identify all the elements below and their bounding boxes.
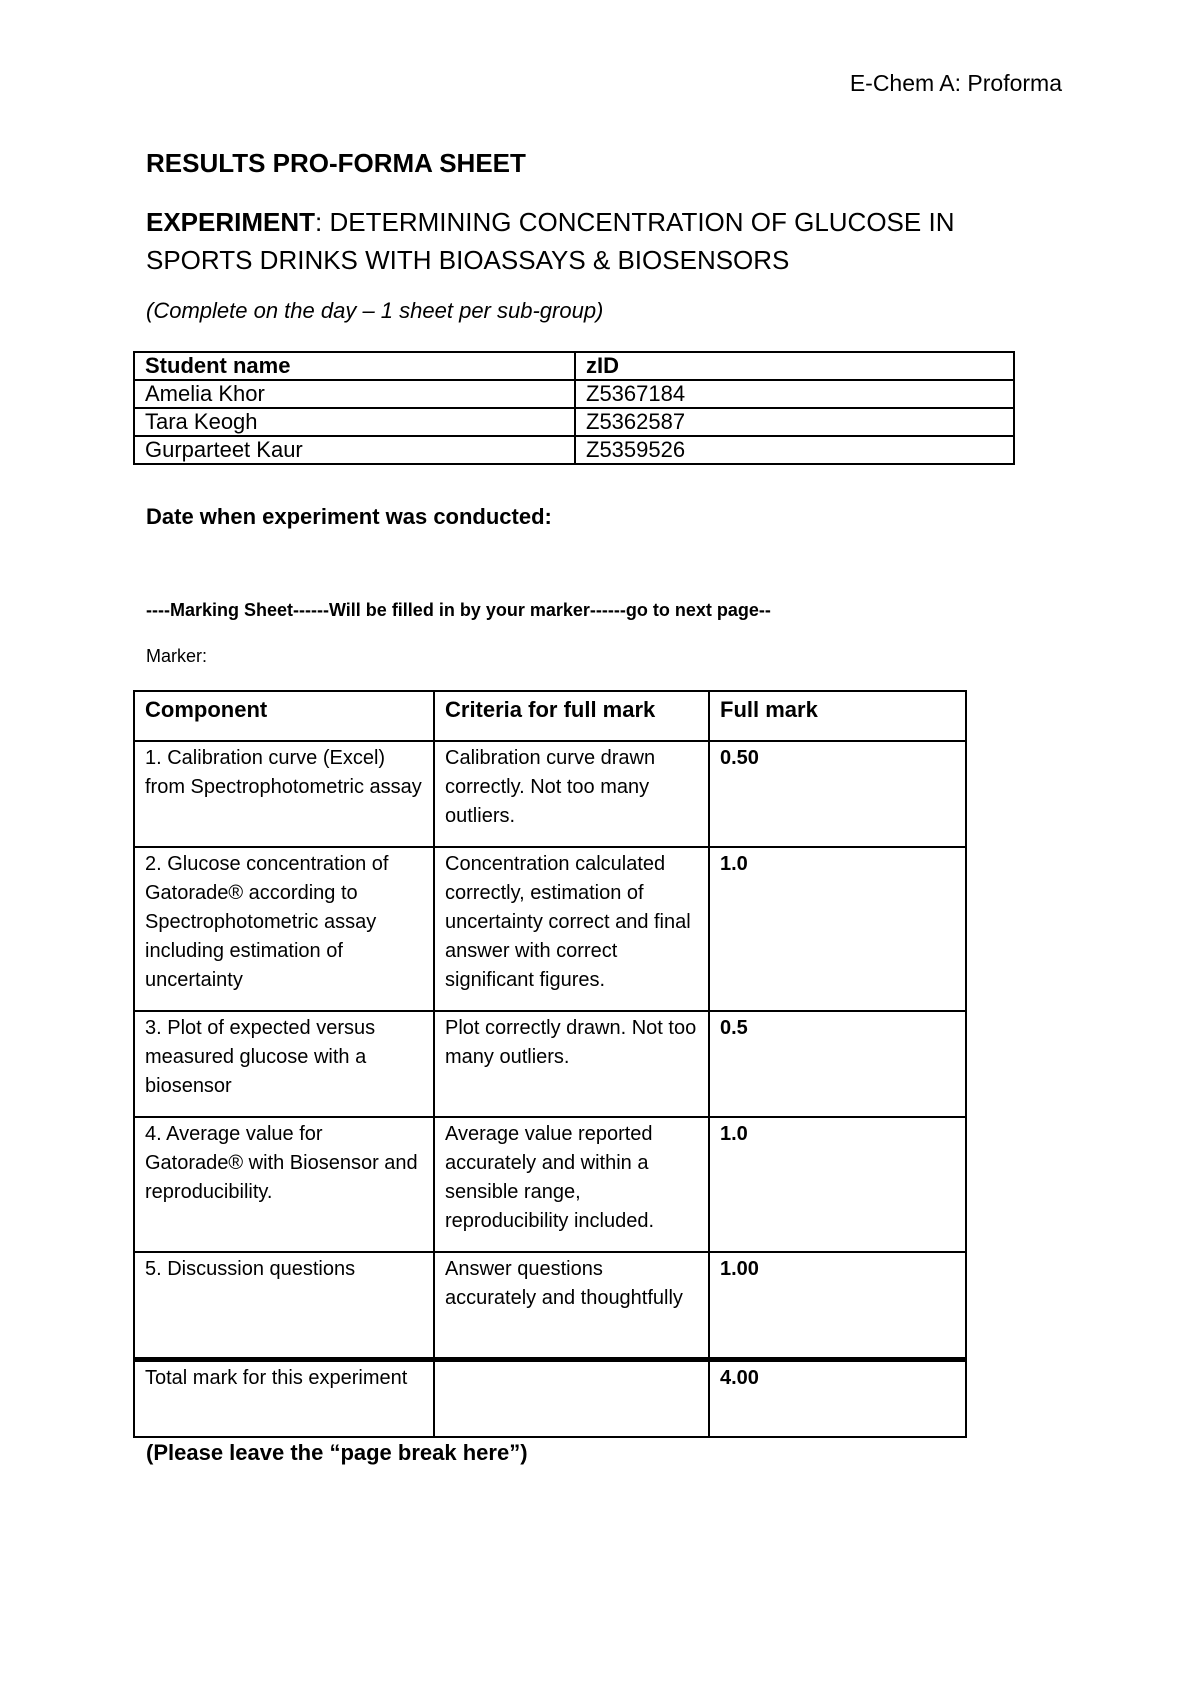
table-row xyxy=(134,1011,966,1117)
student-table xyxy=(133,351,1015,465)
student-name-cell: Tara Keogh xyxy=(134,408,575,436)
table-row xyxy=(134,380,1014,408)
page-title: RESULTS PRO-FORMA SHEET xyxy=(146,148,526,178)
component-cell: 1. Calibration curve (Excel) from Spectrophotometric assay xyxy=(134,741,434,847)
page-break-note: (Please leave the “page break here”) xyxy=(146,1440,528,1465)
criteria-cell: Calibration curve drawn correctly. Not too many outliers. xyxy=(434,741,709,847)
criteria-cell: Answer questions accurately and thoughtfully xyxy=(434,1252,709,1359)
total-criteria-cell xyxy=(434,1359,709,1437)
total-mark-cell: 4.00 xyxy=(709,1359,966,1437)
zid-cell: Z5367184 xyxy=(575,380,1014,408)
mark-cell: 1.0 xyxy=(709,1117,966,1252)
mark-cell: 1.0 xyxy=(709,847,966,1011)
mark-cell: 0.50 xyxy=(709,741,966,847)
criteria-cell: Average value reported accurately and within a sensible range, reproducibility included. xyxy=(434,1117,709,1252)
student-name-header: Student name xyxy=(134,352,575,380)
criteria-header: Criteria for full mark xyxy=(434,691,709,741)
table-row xyxy=(134,1117,966,1252)
student-name-cell: Gurparteet Kaur xyxy=(134,436,575,464)
table-row xyxy=(134,436,1014,464)
table-row xyxy=(134,1252,966,1359)
component-cell: 3. Plot of expected versus measured glucose with a biosensor xyxy=(134,1011,434,1117)
table-row xyxy=(134,847,966,1011)
component-cell: 2. Glucose concentration of Gatorade® according to Spectrophotometric assay including estimation of uncertainty xyxy=(134,847,434,1011)
component-cell: 4. Average value for Gatorade® with Biosensor and reproducibility. xyxy=(134,1117,434,1252)
component-header: Component xyxy=(134,691,434,741)
experiment-text: : DETERMINING CONCENTRATION OF GLUCOSE IN SPORTS DRINKS WITH BIOASSAYS & BIOSENSORS xyxy=(146,207,955,275)
student-name-cell: Amelia Khor xyxy=(134,380,575,408)
zid-cell: Z5359526 xyxy=(575,436,1014,464)
zid-cell: Z5362587 xyxy=(575,408,1014,436)
marking-table-header xyxy=(134,691,966,741)
table-row xyxy=(134,408,1014,436)
criteria-cell: Plot correctly drawn. Not too many outliers. xyxy=(434,1011,709,1117)
component-cell: 5. Discussion questions xyxy=(134,1252,434,1359)
marking-sheet-line: ----Marking Sheet------Will be filled in by your marker------go to next page-- xyxy=(146,600,771,620)
instruction-text: (Complete on the day – 1 sheet per sub-group) xyxy=(146,298,604,323)
student-table-header xyxy=(134,352,1014,380)
marker-label: Marker: xyxy=(146,646,208,666)
experiment-label: EXPERIMENT xyxy=(146,207,316,237)
zid-header: zID xyxy=(575,352,1014,380)
total-row xyxy=(134,1359,966,1437)
table-row xyxy=(134,741,966,847)
mark-cell: 0.5 xyxy=(709,1011,966,1117)
marking-table xyxy=(133,690,967,1438)
total-label-cell: Total mark for this experiment xyxy=(134,1359,434,1437)
document-header-label: E-Chem A: Proforma xyxy=(849,70,1062,96)
experiment-heading xyxy=(146,203,1066,279)
criteria-cell: Concentration calculated correctly, estimation of uncertainty correct and final answer with correct significant figures. xyxy=(434,847,709,1011)
mark-cell: 1.00 xyxy=(709,1252,966,1359)
full-mark-header: Full mark xyxy=(709,691,966,741)
date-label: Date when experiment was conducted: xyxy=(146,504,552,529)
